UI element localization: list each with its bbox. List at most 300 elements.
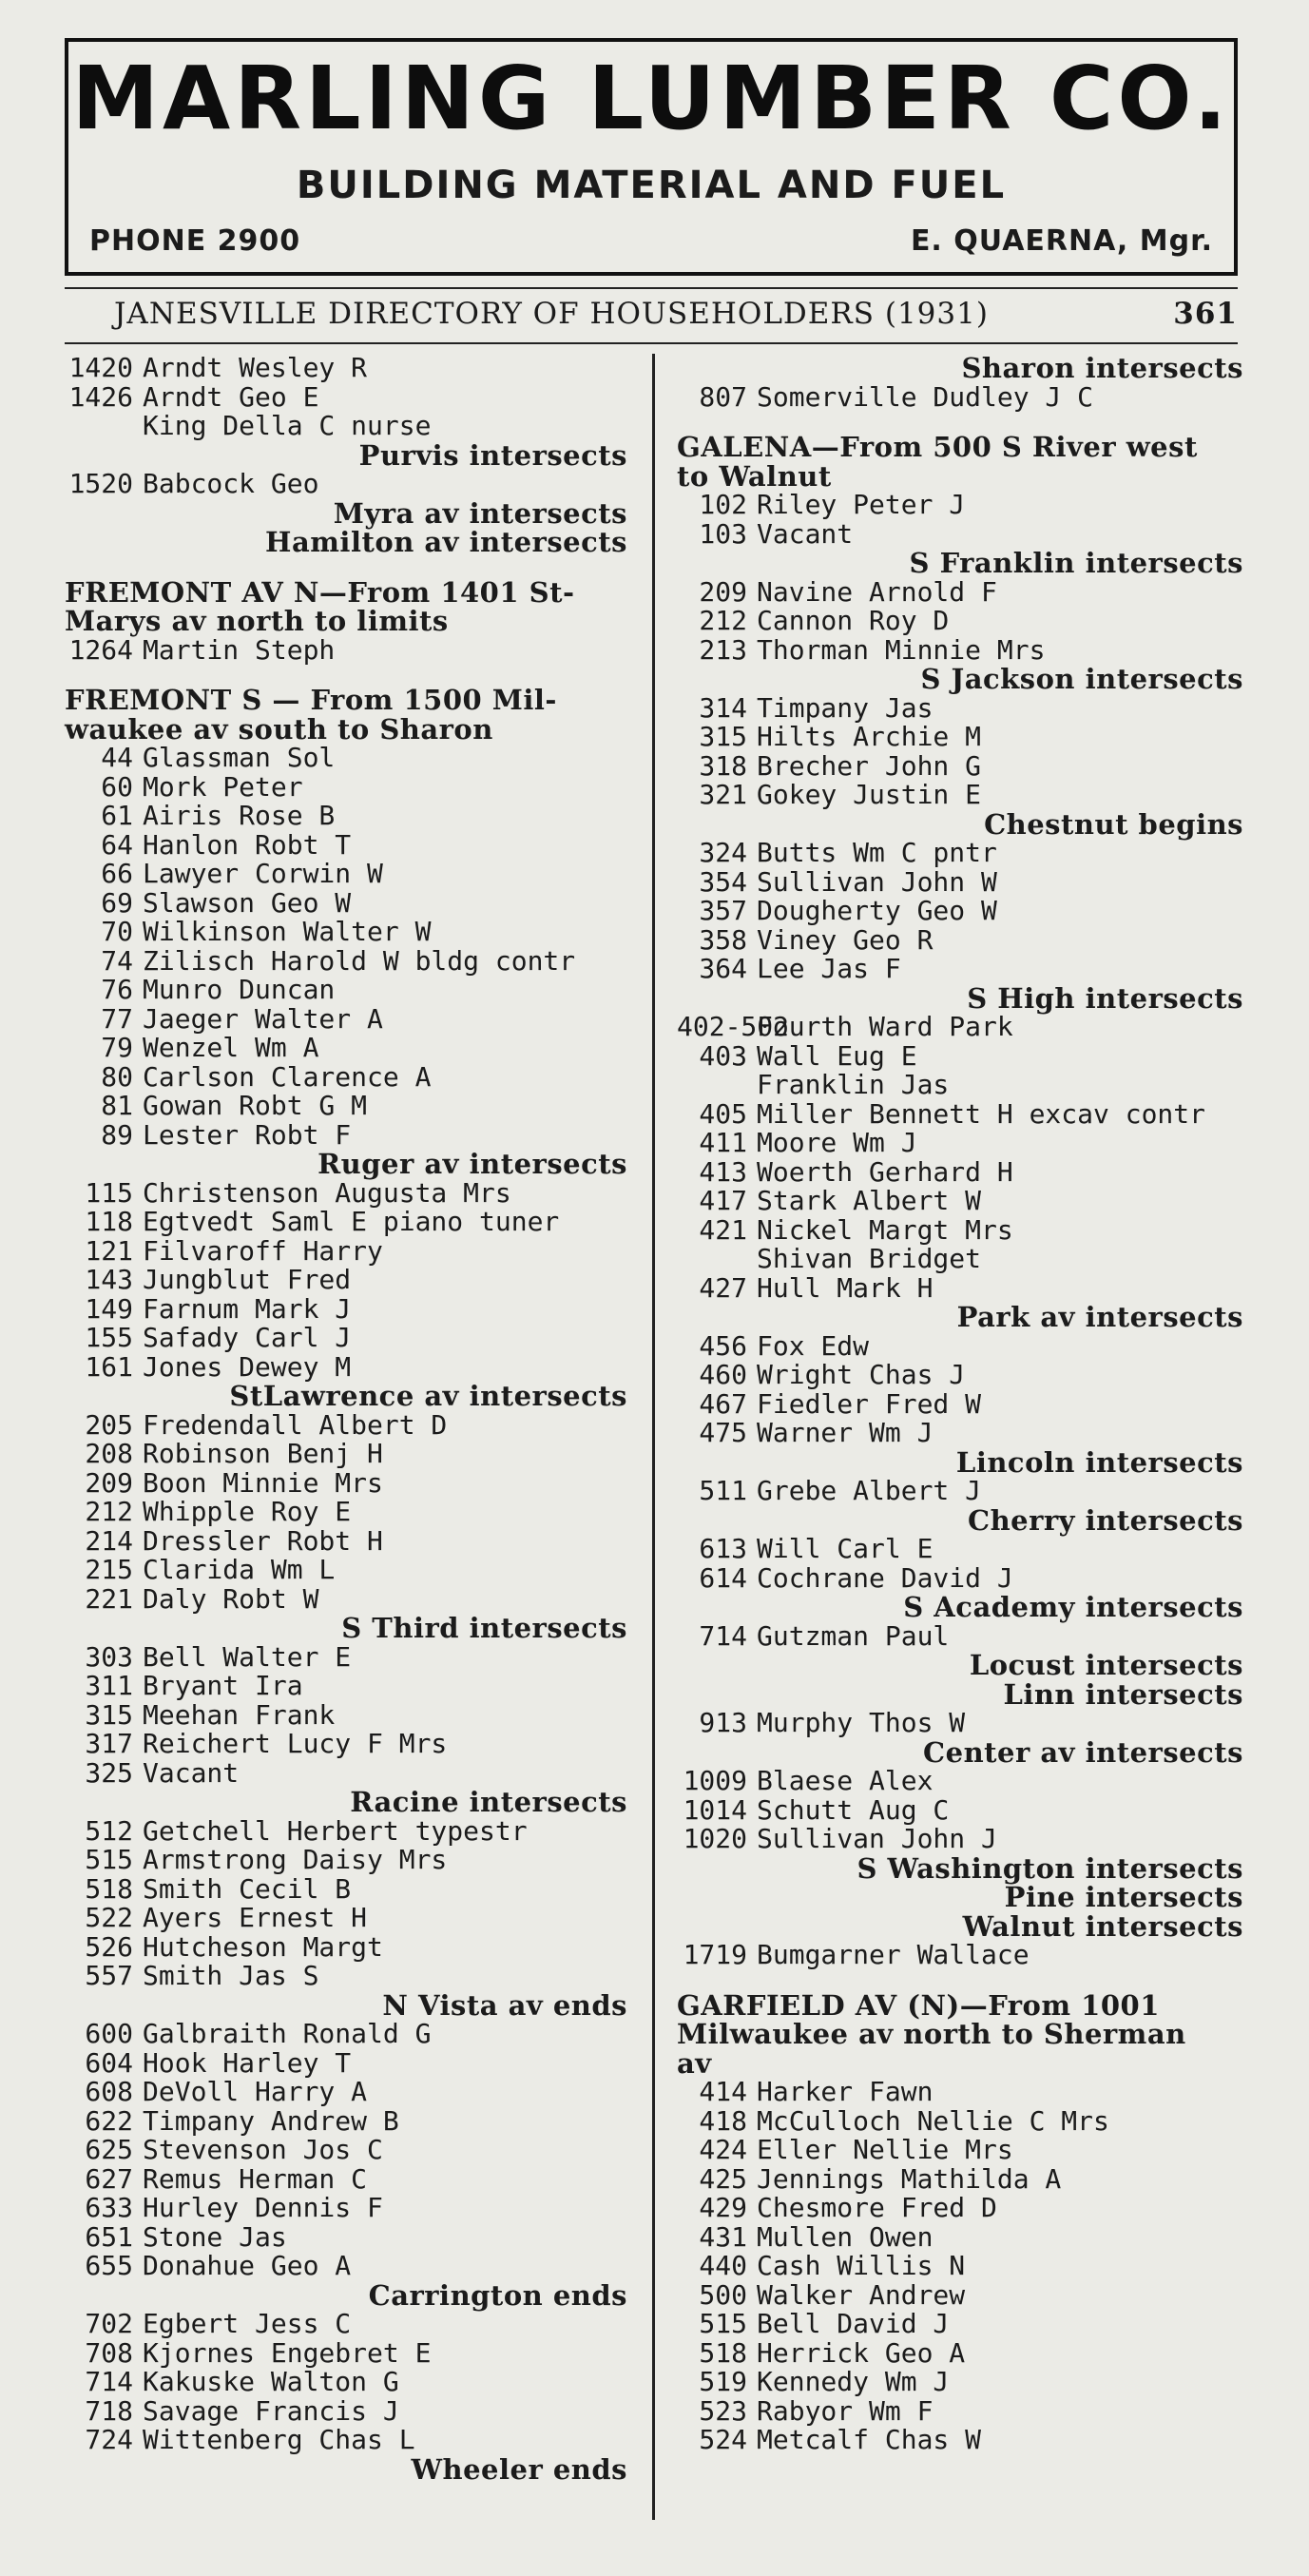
house-number: 600 <box>85 2018 133 2049</box>
ad-company-name: MARLING LUMBER CO. <box>71 48 1231 149</box>
column-divider <box>652 354 655 2520</box>
directory-entry <box>677 2394 1243 2427</box>
directory-entry <box>677 2104 1243 2137</box>
householder-name: Savage Francis J <box>143 2394 399 2427</box>
house-number: 1014 <box>683 1793 747 1826</box>
directory-entry <box>65 2310 627 2339</box>
house-number: 66 <box>101 858 133 889</box>
cross-street-note: Walnut intersects <box>962 1909 1243 1943</box>
house-number: 913 <box>699 1707 747 1738</box>
directory-entry <box>677 897 1243 926</box>
house-number: 321 <box>699 779 747 810</box>
householder-name: Jungblut Fred <box>143 1264 352 1295</box>
directory-entry <box>677 1535 1243 1564</box>
header-rule-top <box>65 287 1238 289</box>
header-rule-bottom <box>65 342 1238 344</box>
page-number: 361 <box>1173 297 1238 331</box>
house-number: 622 <box>85 2104 133 2137</box>
page-title: JANESVILLE DIRECTORY OF HOUSEHOLDERS (1931) <box>114 297 989 331</box>
house-number: 557 <box>85 1960 133 1991</box>
house-number: 69 <box>101 886 133 919</box>
householder-name: Getchell Herbert typestr <box>143 1814 528 1847</box>
directory-entry <box>65 1060 627 1093</box>
house-number: 317 <box>85 1728 133 1759</box>
householder-name: Slawson Geo W <box>143 886 352 919</box>
directory-entry <box>65 860 627 889</box>
directory-entry <box>677 517 1243 550</box>
householder-name: Sullivan John J <box>757 1823 997 1854</box>
cross-street-note: Linn intersects <box>1003 1677 1243 1711</box>
house-number: 604 <box>85 2046 133 2079</box>
house-number: 315 <box>85 1698 133 1731</box>
householder-name: Fiedler Fred W <box>757 1387 982 1420</box>
house-number: 79 <box>101 1032 133 1063</box>
house-number: 208 <box>85 1438 133 1469</box>
householder-name: Hook Harley T <box>143 2046 352 2079</box>
householder-name: Clarida Wm L <box>143 1554 336 1585</box>
house-number: 213 <box>699 633 747 666</box>
directory-entry <box>677 2252 1243 2281</box>
directory-entry <box>65 354 627 383</box>
householder-name: Herrick Geo A <box>757 2336 966 2369</box>
householder-name: Carlson Clarence A <box>143 1060 432 1093</box>
house-number: 212 <box>85 1496 133 1527</box>
householder-name: Cash Willis N <box>757 2250 966 2281</box>
house-number: 318 <box>699 749 747 782</box>
house-number: 724 <box>85 2424 133 2455</box>
street-heading: Marys av north to limits <box>65 605 449 637</box>
directory-entry <box>65 1292 627 1325</box>
cross-street-note: Chestnut begins <box>984 807 1243 841</box>
house-number: 314 <box>699 691 747 724</box>
householder-name: Stone Jas <box>143 2220 287 2253</box>
directory-entry <box>677 2278 1243 2311</box>
directory-entry <box>65 1672 627 1701</box>
house-number: 460 <box>699 1359 747 1390</box>
house-number: 205 <box>85 1408 133 1441</box>
section-gap <box>65 557 627 578</box>
directory-entry <box>677 2136 1243 2165</box>
house-number: 613 <box>699 1533 747 1564</box>
cross-street-note: S High intersects <box>967 981 1243 1015</box>
left-column <box>65 354 627 2541</box>
householder-name: Dressler Robt H <box>143 1524 383 1557</box>
directory-entry <box>677 1097 1243 1130</box>
additional-householder: Shivan Bridget <box>757 1243 982 1274</box>
cross-street-note: Carrington ends <box>368 2278 627 2312</box>
house-number: 475 <box>699 1417 747 1448</box>
directory-entry <box>65 1524 627 1557</box>
directory-entry <box>677 1825 1243 1854</box>
ad-tagline: BUILDING MATERIAL AND FUEL <box>296 164 1007 207</box>
householder-name: Wall Eug E <box>757 1039 917 1072</box>
householder-name: Somerville Dudley J C <box>757 380 1094 413</box>
directory-entry <box>65 1582 627 1615</box>
directory-entry <box>65 976 627 1005</box>
householder-name: Thorman Minnie Mrs <box>757 633 1046 666</box>
directory-entry <box>65 2078 627 2107</box>
householder-name: Navine Arnold F <box>757 575 997 608</box>
house-number: 143 <box>85 1264 133 1295</box>
directory-entry <box>677 691 1243 724</box>
house-number: 1020 <box>683 1823 747 1854</box>
directory-entry <box>65 2194 627 2223</box>
householder-name: Hurley Dennis F <box>143 2192 383 2223</box>
cross-street-note: S Washington intersects <box>857 1851 1243 1885</box>
householder-name: Galbraith Ronald G <box>143 2018 432 2049</box>
page-header <box>114 293 1238 335</box>
house-number: 155 <box>85 1322 133 1353</box>
house-number: 103 <box>699 517 747 550</box>
house-number: 456 <box>699 1329 747 1362</box>
householder-name: Riley Peter J <box>757 489 966 520</box>
directory-entry <box>65 918 627 947</box>
householder-name: Arndt Wesley R <box>143 352 368 383</box>
householder-name: Bell David J <box>757 2308 950 2339</box>
house-number: 1719 <box>683 1939 747 1970</box>
house-number: 121 <box>85 1234 133 1267</box>
house-number: 60 <box>101 770 133 803</box>
directory-entry <box>677 2220 1243 2253</box>
directory-entry <box>65 2020 627 2049</box>
house-number: 511 <box>699 1475 747 1506</box>
directory-entry <box>65 1640 627 1673</box>
householder-name: Ayers Ernest H <box>143 1902 368 1933</box>
directory-entry <box>677 2310 1243 2339</box>
street-heading: GARFIELD AV (N)—From 1001 <box>677 1988 1160 2022</box>
house-number: 424 <box>699 2134 747 2165</box>
householder-name: Miller Bennett H excav contr <box>757 1097 1206 1130</box>
directory-entry <box>65 1556 627 1585</box>
householder-name: Hilts Archie M <box>757 721 982 752</box>
cross-street-note: Wheeler ends <box>411 2452 627 2486</box>
directory-entry <box>65 1930 627 1963</box>
householder-name: Hull Mark H <box>757 1271 934 1304</box>
directory-entry <box>65 828 627 861</box>
street-heading: av <box>677 2046 712 2080</box>
directory-entry <box>65 2104 627 2137</box>
house-number: 519 <box>699 2366 747 2397</box>
householder-name: Fox Edw <box>757 1329 870 1362</box>
directory-entry <box>677 1187 1243 1216</box>
householder-name: Wright Chas J <box>757 1359 966 1390</box>
directory-entry <box>65 1118 627 1151</box>
directory-entry <box>677 1419 1243 1448</box>
householder-name: Vacant <box>143 1756 240 1789</box>
householder-name: Metcalf Chas W <box>757 2424 982 2455</box>
street-heading: to Walnut <box>677 459 832 493</box>
house-number: 402-502 <box>677 1011 790 1042</box>
directory-entry <box>65 1324 627 1353</box>
house-number: 625 <box>85 2134 133 2165</box>
cross-street-note: Sharon intersects <box>961 352 1243 384</box>
street-heading: FREMONT S — From 1500 Mil- <box>65 684 557 716</box>
householder-name: Armstrong Daisy Mrs <box>143 1844 448 1875</box>
directory-entry <box>65 2394 627 2427</box>
house-number: 429 <box>699 2192 747 2223</box>
householder-name: Whipple Roy E <box>143 1496 352 1527</box>
house-number: 655 <box>85 2250 133 2281</box>
householder-name: Hutcheson Margt <box>143 1930 383 1963</box>
house-number: 418 <box>699 2104 747 2137</box>
householder-name: Daly Robt W <box>143 1582 319 1615</box>
householder-name: Jennings Mathilda A <box>757 2162 1062 2195</box>
householder-name: Meehan Frank <box>143 1698 336 1731</box>
directory-entry <box>65 1234 627 1267</box>
directory-entry <box>65 1814 627 1847</box>
directory-entry <box>677 1361 1243 1390</box>
directory-entry <box>677 839 1243 868</box>
house-number: 414 <box>699 2076 747 2107</box>
house-number: 303 <box>85 1640 133 1673</box>
house-number: 440 <box>699 2250 747 2281</box>
cross-street-note: Cherry intersects <box>967 1503 1243 1537</box>
house-number: 702 <box>85 2308 133 2339</box>
directory-entry <box>677 380 1243 413</box>
householder-name: Remus Herman C <box>143 2162 368 2195</box>
directory-entry <box>65 1002 627 1035</box>
house-number: 77 <box>101 1002 133 1035</box>
house-number: 1009 <box>683 1765 747 1796</box>
directory-entry <box>677 1561 1243 1594</box>
directory-entry <box>65 2336 627 2369</box>
householder-name: Kjornes Engebret E <box>143 2336 432 2369</box>
house-number: 467 <box>699 1387 747 1420</box>
directory-entry <box>65 1872 627 1905</box>
directory-entry <box>677 1793 1243 1826</box>
house-number: 425 <box>699 2162 747 2195</box>
house-number: 64 <box>101 828 133 861</box>
house-number: 357 <box>699 895 747 926</box>
householder-name: Lee Jas F <box>757 953 901 984</box>
directory-entry <box>65 1846 627 1875</box>
house-number: 221 <box>85 1582 133 1615</box>
householder-name: Boon Minnie Mrs <box>143 1466 383 1499</box>
householder-name: Murphy Thos W <box>757 1707 966 1738</box>
householder-name: Zilisch Harold W bldg contr <box>143 944 576 977</box>
householder-name: Bumgarner Wallace <box>757 1939 1030 1970</box>
right-column <box>677 354 1243 2541</box>
householder-name: Egtvedt Saml E piano tuner <box>143 1206 560 1237</box>
directory-entry <box>65 1756 627 1789</box>
householder-name: Lawyer Corwin W <box>143 858 383 889</box>
house-number: 1520 <box>68 468 133 499</box>
house-number: 325 <box>85 1756 133 1789</box>
householder-name: Lester Robt F <box>143 1118 352 1151</box>
directory-entry <box>65 770 627 803</box>
householder-name: Grebe Albert J <box>757 1475 982 1506</box>
house-number: 524 <box>699 2424 747 2455</box>
directory-entry <box>677 1329 1243 1362</box>
householder-name: Gokey Justin E <box>757 779 982 810</box>
house-number: 718 <box>85 2394 133 2427</box>
householder-name: Mullen Owen <box>757 2220 934 2253</box>
directory-entry <box>677 1271 1243 1304</box>
house-number: 315 <box>699 721 747 752</box>
directory-entry <box>65 1266 627 1295</box>
cross-street-note: N Vista av ends <box>382 1988 627 2022</box>
directory-entry <box>677 1213 1243 1246</box>
house-number: 403 <box>699 1039 747 1072</box>
street-heading: GALENA—From 500 S River west <box>677 431 1198 463</box>
house-number: 358 <box>699 923 747 956</box>
house-number: 76 <box>101 974 133 1005</box>
householder-name: Reichert Lucy F Mrs <box>143 1728 448 1759</box>
directory-entry <box>677 2162 1243 2195</box>
householder-name: Smith Jas S <box>143 1960 319 1991</box>
house-number: 500 <box>699 2278 747 2311</box>
householder-name: Jaeger Walter A <box>143 1002 383 1035</box>
householder-name: Mork Peter <box>143 770 303 803</box>
house-number: 708 <box>85 2336 133 2369</box>
house-number: 807 <box>699 380 747 413</box>
house-number: 214 <box>85 1524 133 1557</box>
house-number: 714 <box>699 1619 747 1652</box>
householder-name: Wenzel Wm A <box>143 1032 319 1063</box>
householder-name: Fourth Ward Park <box>757 1011 1013 1042</box>
directory-entry <box>677 2078 1243 2107</box>
house-number: 209 <box>699 575 747 608</box>
cross-street-note: Lincoln intersects <box>955 1445 1243 1479</box>
householder-name: McCulloch Nellie C Mrs <box>757 2104 1109 2137</box>
householder-name: Arndt Geo E <box>143 380 319 413</box>
cross-street-note: S Jackson intersects <box>920 663 1243 695</box>
householder-name: Gowan Robt G M <box>143 1090 368 1121</box>
house-number: 324 <box>699 837 747 868</box>
directory-entry <box>65 1498 627 1527</box>
directory-entry <box>65 1408 627 1441</box>
section-gap <box>677 1970 1243 1991</box>
householder-name: Fredendall Albert D <box>143 1408 448 1441</box>
directory-entry <box>65 1466 627 1499</box>
house-number: 515 <box>85 1844 133 1875</box>
house-number: 526 <box>85 1930 133 1963</box>
directory-entry <box>65 1208 627 1237</box>
householder-name: Hanlon Robt T <box>143 828 352 861</box>
directory-entry <box>677 575 1243 608</box>
householder-name: Timpany Andrew B <box>143 2104 399 2137</box>
section-gap <box>677 412 1243 433</box>
cross-street-note: Myra av intersects <box>333 496 627 530</box>
house-number: 212 <box>699 605 747 636</box>
house-number: 80 <box>101 1060 133 1093</box>
householder-name: Stevenson Jos C <box>143 2134 383 2165</box>
cross-street-note: Center av intersects <box>923 1735 1243 1769</box>
directory-entry <box>65 2046 627 2079</box>
house-number: 1426 <box>68 380 133 413</box>
directory-entry <box>65 1092 627 1121</box>
directory-entry <box>65 1440 627 1469</box>
householder-name: Gutzman Paul <box>757 1619 950 1652</box>
house-number: 512 <box>85 1814 133 1847</box>
directory-entry <box>65 2162 627 2195</box>
house-number: 515 <box>699 2308 747 2339</box>
directory-entry <box>677 2368 1243 2397</box>
house-number: 81 <box>101 1090 133 1121</box>
directory-entry <box>677 1619 1243 1652</box>
house-number: 311 <box>85 1670 133 1701</box>
householder-name: Rabyor Wm F <box>757 2394 934 2427</box>
householder-name: Cochrane David J <box>757 1561 1013 1594</box>
householder-name: Walker Andrew <box>757 2278 966 2311</box>
additional-householder: King Della C nurse <box>143 410 432 441</box>
house-number: 411 <box>699 1127 747 1158</box>
householder-name: Kennedy Wm J <box>757 2366 950 2397</box>
householder-name: Vacant <box>757 517 854 550</box>
householder-name: Butts Wm C pntr <box>757 837 997 868</box>
householder-name: Viney Geo R <box>757 923 934 956</box>
directory-entry <box>65 2252 627 2281</box>
house-number: 614 <box>699 1561 747 1594</box>
householder-name: Dougherty Geo W <box>757 895 997 926</box>
householder-name: Christenson Augusta Mrs <box>143 1176 511 1209</box>
house-number: 518 <box>699 2336 747 2369</box>
ad-manager: E. QUAERNA, Mgr. <box>910 224 1213 258</box>
householder-name: Harker Fawn <box>757 2076 934 2107</box>
cross-street-note: S Academy intersects <box>903 1591 1243 1623</box>
directory-entry <box>65 886 627 919</box>
house-number: 417 <box>699 1185 747 1216</box>
directory-entry <box>65 1698 627 1731</box>
section-gap <box>65 665 627 686</box>
cross-street-note: S Third intersects <box>341 1612 627 1644</box>
householder-name: Glassman Sol <box>143 742 336 773</box>
house-number: 608 <box>85 2076 133 2107</box>
directory-entry <box>677 865 1243 898</box>
cross-street-note: Racine intersects <box>350 1786 627 1818</box>
house-number: 215 <box>85 1554 133 1585</box>
householder-name: Smith Cecil B <box>143 1872 352 1905</box>
householder-name: Wilkinson Walter W <box>143 916 432 947</box>
house-number: 149 <box>85 1292 133 1325</box>
directory-entry <box>65 744 627 773</box>
cross-street-note: Pine intersects <box>1004 1881 1243 1913</box>
householder-name: Donahue Geo A <box>143 2250 352 2281</box>
householder-name: Sullivan John W <box>757 865 997 898</box>
house-number: 115 <box>85 1176 133 1209</box>
additional-householder: Franklin Jas <box>757 1069 950 1100</box>
house-number: 354 <box>699 865 747 898</box>
directory-entry <box>65 470 627 499</box>
householder-name: Will Carl E <box>757 1533 934 1564</box>
cross-street-note: StLawrence av intersects <box>229 1380 627 1412</box>
directory-entry <box>677 923 1243 956</box>
householder-name: Jones Dewey M <box>143 1350 352 1383</box>
house-number: 1264 <box>68 633 133 666</box>
householder-name: Filvaroff Harry <box>143 1234 383 1267</box>
householder-name: Timpany Jas <box>757 691 934 724</box>
house-number: 427 <box>699 1271 747 1304</box>
house-number: 89 <box>101 1118 133 1151</box>
house-number: 44 <box>101 742 133 773</box>
householder-name: Nickel Margt Mrs <box>757 1213 1013 1246</box>
house-number: 161 <box>85 1350 133 1383</box>
directory-entry <box>677 955 1243 984</box>
house-number: 421 <box>699 1213 747 1246</box>
directory-entry <box>65 2136 627 2165</box>
directory-entry <box>65 1350 627 1383</box>
directory-entry <box>65 1176 627 1209</box>
householder-name: Munro Duncan <box>143 974 336 1005</box>
house-number: 74 <box>101 944 133 977</box>
householder-name: Chesmore Fred D <box>757 2192 997 2223</box>
house-number: 431 <box>699 2220 747 2253</box>
directory-entry <box>677 1013 1243 1042</box>
house-number: 714 <box>85 2366 133 2397</box>
householder-name: Safady Carl J <box>143 1322 352 1353</box>
cross-street-note: S Franklin intersects <box>909 547 1243 579</box>
directory-entry <box>65 633 627 666</box>
